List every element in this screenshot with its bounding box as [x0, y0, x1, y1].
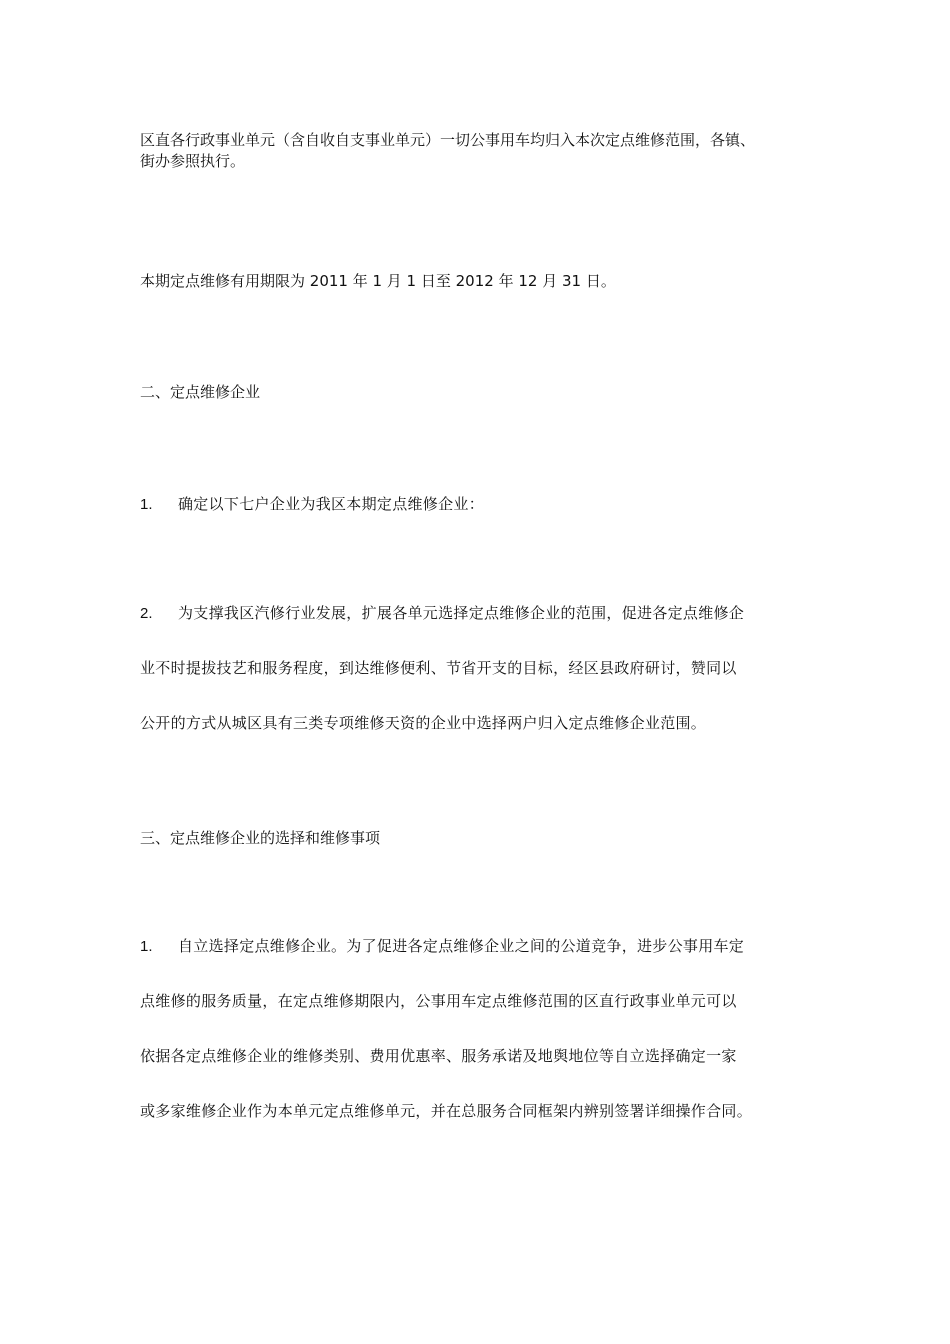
item-text: 自立选择定点维修企业。为了促进各定点维修企业之间的公道竞争，进步公事用车定 — [178, 937, 745, 955]
item-number: 1. — [140, 496, 153, 513]
section-2-item-1 — [140, 494, 820, 515]
section-2-item-2 — [140, 586, 820, 751]
item-line-1 — [140, 586, 820, 641]
intro-line-1: 区直各行政事业单元（含自收自支事业单元）一切公事用车均归入本次定点维修范围，各镇、 — [140, 131, 756, 149]
intro-paragraph — [140, 130, 820, 172]
item-line-2: 业不时提拔技艺和服务程度，到达维修便利、节省开支的目标，经区县政府研讨，赞同以 — [140, 659, 737, 677]
section-3-item-1 — [140, 919, 820, 1139]
item-text: 为支撑我区汽修行业发展，扩展各单元选择定点维修企业的范围，促进各定点维修企 — [178, 604, 745, 622]
intro-line-2: 街办参照执行。 — [140, 152, 246, 170]
item-number: 2. — [140, 605, 153, 622]
validity-paragraph: 本期定点维修有用期限为 2011 年 1 月 1 日至 2012 年 12 月 31 日。 — [140, 272, 616, 290]
section-2-heading: 二、定点维修企业 — [140, 383, 261, 401]
section-3-heading: 三、定点维修企业的选择和维修事项 — [140, 829, 381, 847]
item-line-4: 或多家维修企业作为本单元定点维修单元，并在总服务合同框架内辨别签署详细操作合同。 — [140, 1102, 753, 1120]
item-text: 确定以下七户企业为我区本期定点维修企业： — [178, 495, 485, 513]
item-number: 1. — [140, 938, 153, 955]
item-line-3: 依据各定点维修企业的维修类别、费用优惠率、服务承诺及地舆地位等自立选择确定一家 — [140, 1047, 737, 1065]
item-line-1 — [140, 919, 820, 974]
item-line-2: 点维修的服务质量，在定点维修期限内，公事用车定点维修范围的区直行政事业单元可以 — [140, 992, 737, 1010]
item-line-3: 公开的方式从城区具有三类专项维修天资的企业中选择两户归入定点维修企业范围。 — [140, 714, 707, 732]
